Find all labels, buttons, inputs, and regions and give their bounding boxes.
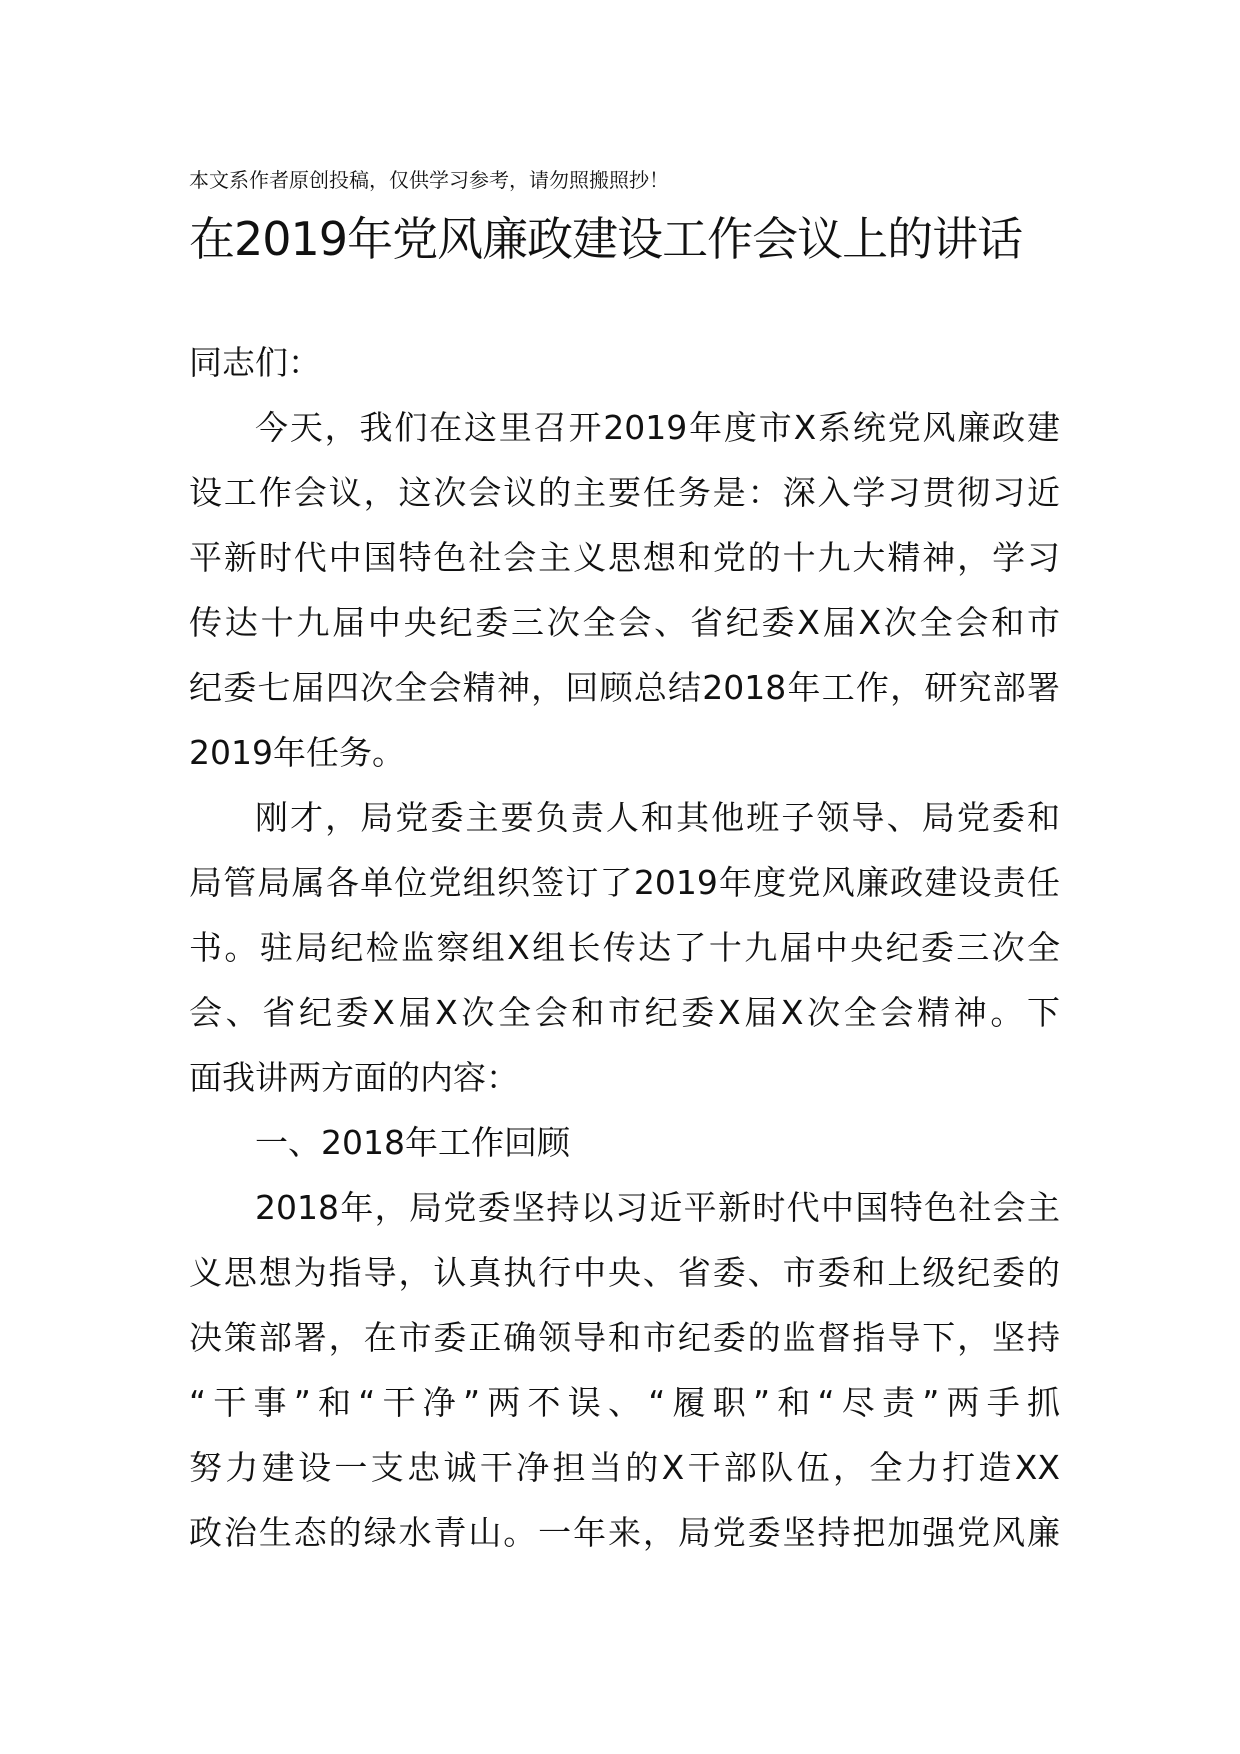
- text-line: 平新时代中国特色社会主义思想和党的十九大精神，学习: [189, 538, 1060, 577]
- text-line: 政治生态的绿水青山。一年来，局党委坚持把加强党风廉: [189, 1513, 1060, 1552]
- text-line: 2019年任务。: [189, 733, 405, 772]
- text-line: 一、2018年工作回顾: [255, 1123, 570, 1162]
- text-line: 决策部署，在市委正确领导和市纪委的监督指导下，坚持: [189, 1318, 1060, 1357]
- document-title: 在2019年党风廉政建设工作会议上的讲话: [189, 212, 1023, 266]
- text-line: 2018年，局党委坚持以习近平新时代中国特色社会主: [255, 1188, 1060, 1227]
- text-line: 面我讲两方面的内容：: [189, 1058, 519, 1097]
- text-line: 会、省纪委X届X次全会和市纪委X届X次全会精神。下: [189, 993, 1060, 1032]
- text-line: 传达十九届中央纪委三次全会、省纪委X届X次全会和市: [189, 603, 1060, 642]
- text-line: 努力建设一支忠诚干净担当的X干部队伍，全力打造XX: [189, 1448, 1060, 1487]
- text-line: 设工作会议，这次会议的主要任务是：深入学习贯彻习近: [189, 473, 1060, 512]
- document-body: [189, 338, 1060, 1573]
- text-line: 刚才，局党委主要负责人和其他班子领导、局党委和: [255, 798, 1060, 837]
- text-line: 书。驻局纪检监察组X组长传达了十九届中央纪委三次全: [189, 928, 1060, 967]
- text-line: “干事”和“干净”两不误、“履职”和“尽责”两手抓: [189, 1383, 1060, 1422]
- copyright-note: 本文系作者原创投稿，仅供学习参考，请勿照搬照抄！: [189, 168, 669, 192]
- text-line: 今天，我们在这里召开2019年度市X系统党风廉政建: [255, 408, 1060, 447]
- text-line: 同志们：: [189, 343, 321, 382]
- text-line: 局管局属各单位党组织签订了2019年度党风廉政建设责任: [189, 863, 1060, 902]
- text-line: 纪委七届四次全会精神，回顾总结2018年工作，研究部署: [189, 668, 1060, 707]
- text-line: 义思想为指导，认真执行中央、省委、市委和上级纪委的: [189, 1253, 1060, 1292]
